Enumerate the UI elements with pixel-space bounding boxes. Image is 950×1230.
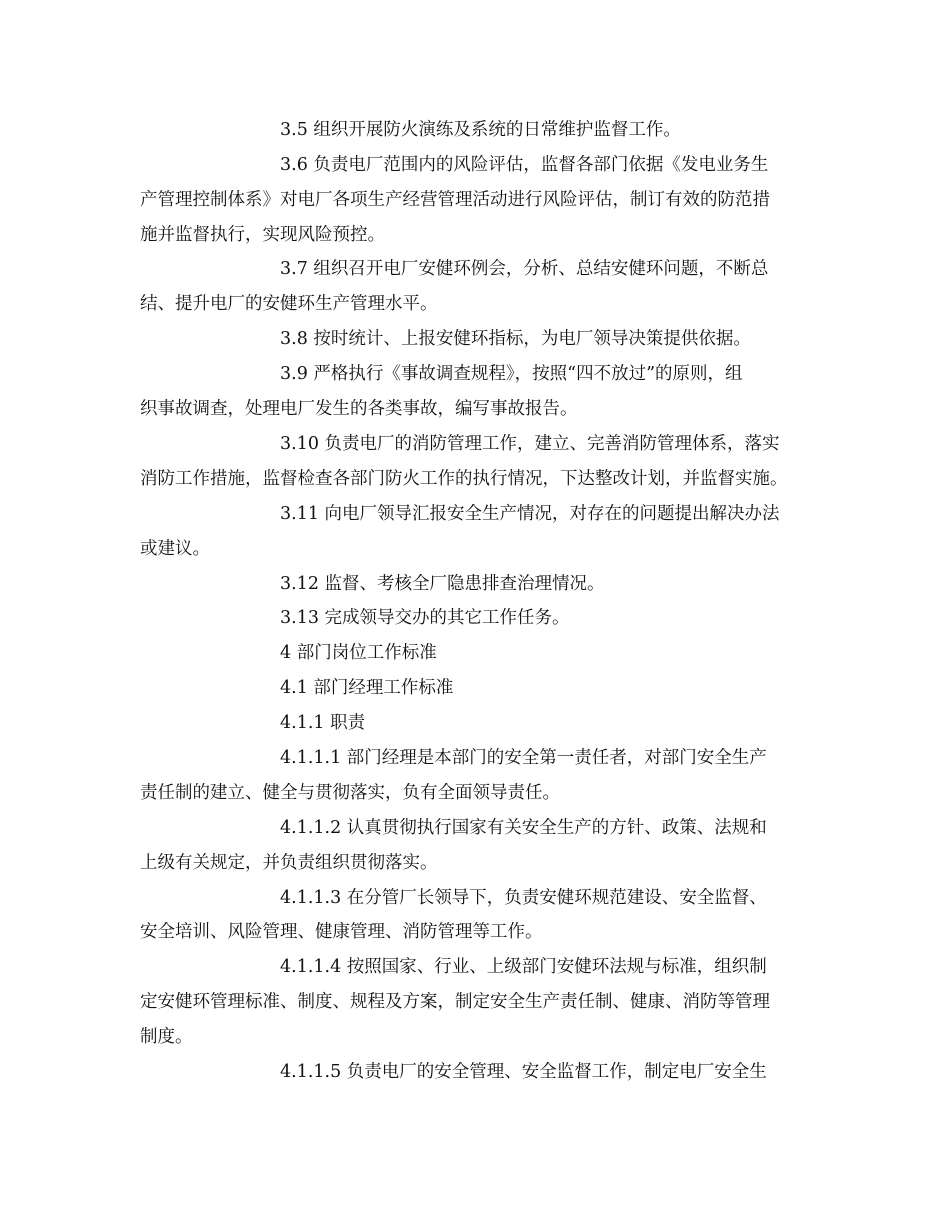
text-line: 或建议。	[140, 539, 210, 559]
text-line: 3.10 负责电厂的消防管理工作，建立、完善消防管理体系，落实	[280, 434, 780, 454]
text-line: 4.1.1.3 在分管厂长领导下，负责安健环规范建设、安全监督、	[280, 888, 767, 908]
text-line: 上级有关规定，并负责组织贯彻落实。	[140, 853, 438, 873]
text-line: 3.7 组织召开电厂安健环例会，分析、总结安健环问题，不断总	[280, 259, 769, 279]
text-line: 3.8 按时统计、上报安健环指标，为电厂领导决策提供依据。	[280, 329, 751, 349]
text-line: 3.12 监督、考核全厂隐患排查治理情况。	[280, 574, 605, 594]
text-line: 制度。	[140, 1027, 193, 1047]
text-line: 3.6 负责电厂范围内的风险评估，监督各部门依据《发电业务生	[280, 155, 769, 175]
text-line: 4.1.1.1 部门经理是本部门的安全第一责任者，对部门安全生产	[280, 748, 767, 768]
text-line: 产管理控制体系》对电厂各项生产经营管理活动进行风险评估，制订有效的防范措	[140, 190, 770, 210]
text-line: 责任制的建立、健全与贯彻落实，负有全面领导责任。	[140, 783, 560, 803]
text-line: 4.1.1.2 认真贯彻执行国家有关安全生产的方针、政策、法规和	[280, 818, 767, 838]
text-line: 3.5 组织开展防火演练及系统的日常维护监督工作。	[280, 120, 681, 140]
text-line: 4.1.1.5 负责电厂的安全管理、安全监督工作，制定电厂安全生	[280, 1062, 767, 1082]
text-line: 织事故调查，处理电厂发生的各类事故，编写事故报告。	[140, 399, 578, 419]
text-line: 定安健环管理标准、制度、规程及方案，制定安全生产责任制、健康、消防等管理	[140, 992, 770, 1012]
text-line: 消防工作措施，监督检查各部门防火工作的执行情况，下达整改计划，并监督实施。	[140, 469, 788, 489]
text-line: 3.13 完成领导交办的其它工作任务。	[280, 608, 570, 628]
text-line: 安全培训、风险管理、健康管理、消防管理等工作。	[140, 922, 543, 942]
subsection-heading: 4.1 部门经理工作标准	[280, 678, 454, 698]
text-line: 3.9 严格执行《事故调查规程》，按照“四不放过”的原则，组	[280, 364, 743, 384]
text-line: 结、提升电厂的安健环生产管理水平。	[140, 294, 438, 314]
text-line: 施并监督执行，实现风险预控。	[140, 225, 385, 245]
text-line: 3.11 向电厂领导汇报安全生产情况，对存在的问题提出解决办法	[280, 504, 780, 524]
section-heading: 4 部门岗位工作标准	[280, 643, 437, 663]
subsection-heading: 4.1.1 职责	[280, 713, 366, 733]
text-line: 4.1.1.4 按照国家、行业、上级部门安健环法规与标准，组织制	[280, 957, 767, 977]
